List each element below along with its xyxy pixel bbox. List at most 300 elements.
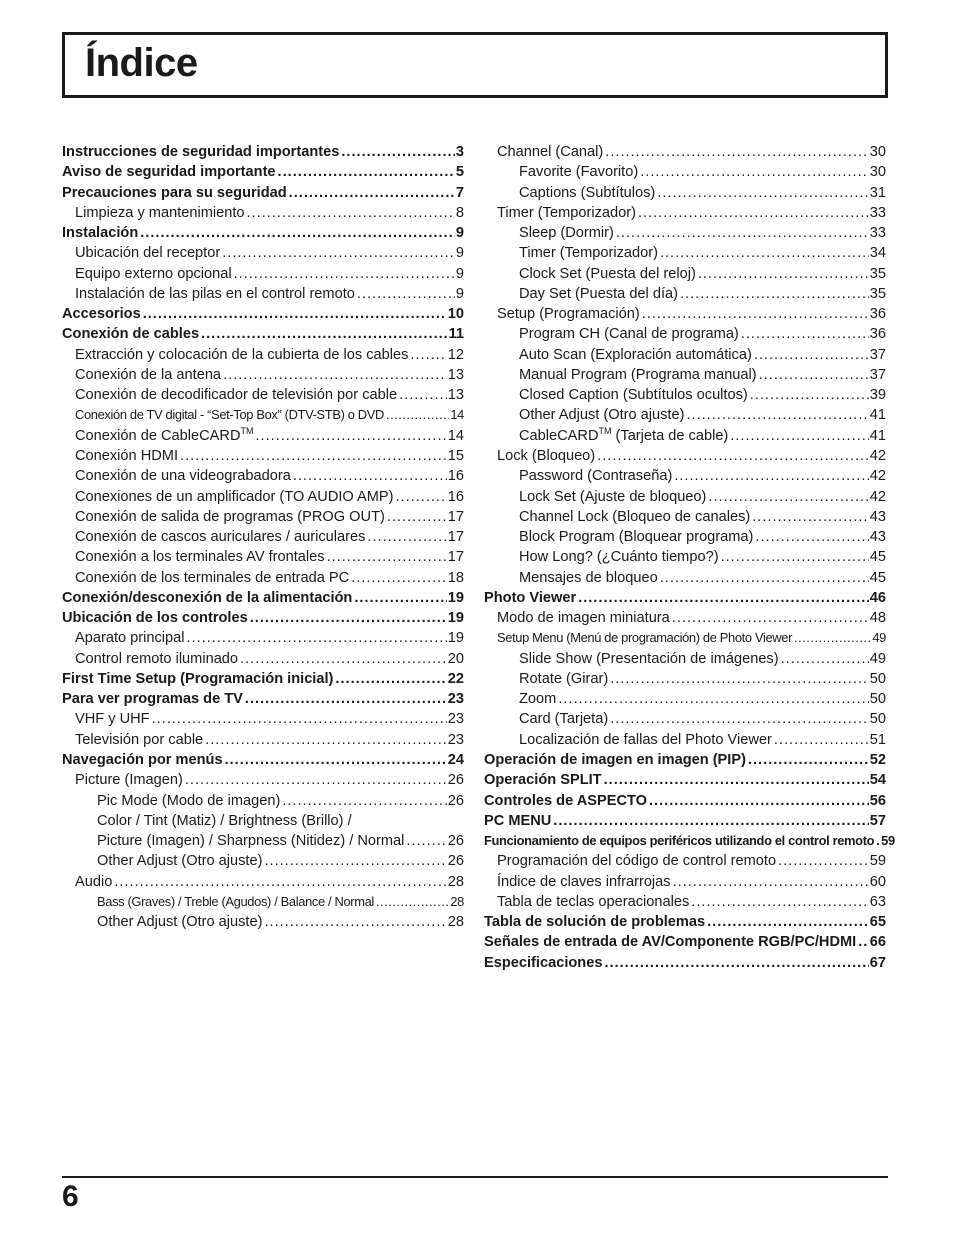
toc-dot-leader	[614, 223, 869, 243]
toc-entry[interactable]	[484, 628, 886, 648]
toc-entry-page: 17	[447, 549, 464, 566]
toc-entry[interactable]	[62, 183, 464, 203]
toc-entry-title: Channel (Canal)	[497, 144, 604, 160]
toc-entry-title: Conexión de la antena	[75, 366, 222, 383]
toc-dot-leader	[602, 770, 869, 790]
toc-entry-page: 16	[447, 488, 464, 505]
toc-dot-leader	[684, 405, 868, 425]
toc-entry-title: Favorite (Favorito)	[519, 164, 639, 181]
toc-dot-leader	[638, 162, 869, 182]
toc-entry[interactable]	[484, 162, 886, 182]
toc-entry-title: Pic Mode (Modo de imagen)	[97, 792, 281, 809]
page-title: Índice	[85, 41, 198, 85]
toc-entry[interactable]	[62, 811, 464, 831]
toc-entry-page: 3	[455, 144, 464, 160]
toc-entry-page: 59	[869, 853, 886, 870]
toc-dot-leader	[325, 547, 447, 567]
toc-entry-title: Instalación de las pilas en el control remoto	[75, 285, 355, 302]
toc-dot-leader	[178, 446, 447, 466]
toc-entry-page: 43	[869, 508, 886, 525]
toc-entry-title: Other Adjust (Otro ajuste)	[519, 407, 685, 424]
toc-dot-leader	[220, 243, 455, 263]
toc-entry[interactable]	[484, 203, 886, 223]
toc-dot-leader	[349, 568, 447, 588]
toc-entry[interactable]	[484, 405, 886, 425]
toc-entry[interactable]	[484, 689, 886, 709]
toc-entry-page: 23	[447, 691, 464, 708]
toc-entry-page: 56	[869, 792, 886, 809]
toc-entry-title: Extracción y colocación de la cubierta de los cables	[75, 346, 409, 363]
toc-entry-title: Limpieza y mantenimiento	[75, 204, 245, 221]
toc-entry-title: Funcionamiento de equipos periféricos utilizando el control remoto	[484, 833, 875, 849]
toc-entry-page: 26	[447, 853, 464, 870]
toc-left-column	[62, 142, 464, 932]
toc-dot-leader	[243, 689, 447, 709]
toc-entry[interactable]	[62, 203, 464, 223]
toc-dot-leader	[404, 831, 446, 851]
toc-entry-page: 23	[447, 711, 464, 728]
toc-entry-page: 28	[447, 914, 464, 931]
toc-entry[interactable]	[62, 851, 464, 871]
toc-dot-leader	[672, 466, 868, 486]
toc-entry[interactable]	[484, 223, 886, 243]
toc-entry[interactable]	[62, 912, 464, 932]
toc-dot-leader	[291, 466, 447, 486]
toc-entry[interactable]	[484, 527, 886, 547]
toc-dot-leader	[262, 851, 446, 871]
toc-entry-title: Channel Lock (Bloqueo de canales)	[519, 508, 751, 525]
toc-entry-page: 9	[455, 225, 464, 242]
toc-entry[interactable]	[484, 304, 886, 324]
toc-entry[interactable]	[484, 365, 886, 385]
toc-entry[interactable]	[62, 608, 464, 628]
toc-entry-title: VHF y UHF	[75, 711, 150, 728]
toc-entry-page: 41	[869, 407, 886, 424]
toc-entry-title: Auto Scan (Exploración automática)	[519, 346, 752, 363]
toc-entry[interactable]	[62, 304, 464, 324]
toc-entry[interactable]	[484, 791, 886, 811]
toc-entry-title: Captions (Subtítulos)	[519, 184, 656, 201]
toc-entry[interactable]	[484, 243, 886, 263]
toc-entry-title: Conexión de TV digital - “Set-Top Box” (DTV-STB) o DVD	[75, 407, 384, 423]
toc-right-column	[484, 142, 895, 973]
toc-entry-title: CableCARD™ (Tarjeta de cable)	[519, 425, 729, 444]
toc-dot-leader	[333, 669, 446, 689]
toc-dot-leader	[776, 851, 869, 871]
toc-dot-leader	[753, 527, 868, 547]
toc-entry[interactable]	[62, 223, 464, 243]
toc-entry-title: Conexión de CableCARD™	[75, 425, 254, 444]
toc-dot-leader	[779, 649, 869, 669]
toc-dot-leader	[792, 628, 871, 648]
toc-entry-page: 37	[869, 346, 886, 363]
toc-entry-title: Conexión de salida de programas (PROG OUT)	[75, 508, 385, 525]
toc-entry-title: Slide Show (Presentación de imágenes)	[519, 650, 779, 667]
toc-entry-page: 13	[447, 387, 464, 404]
toc-entry-page: 50	[869, 711, 886, 728]
toc-dot-leader	[355, 284, 455, 304]
toc-dot-leader	[374, 892, 449, 912]
toc-entry[interactable]	[62, 791, 464, 811]
toc-entry[interactable]	[62, 649, 464, 669]
toc-entry-title: Especificaciones	[484, 954, 603, 971]
toc-dot-leader	[772, 730, 869, 750]
toc-entry-page: 54	[869, 772, 886, 789]
toc-entry-title: Conexión de cables	[62, 326, 200, 343]
toc-entry[interactable]	[62, 142, 464, 162]
toc-dot-leader	[856, 932, 869, 952]
toc-entry-page: 19	[447, 630, 464, 647]
toc-entry-title: Aparato principal	[75, 630, 185, 647]
toc-entry-page: 51	[869, 731, 886, 748]
toc-entry[interactable]	[62, 162, 464, 182]
toc-entry-title: Closed Caption (Subtítulos ocultos)	[519, 387, 748, 404]
toc-entry-page: 36	[869, 326, 886, 343]
toc-dot-leader	[248, 608, 447, 628]
toc-entry[interactable]	[62, 547, 464, 567]
toc-entry[interactable]	[484, 385, 886, 405]
toc-entry[interactable]	[484, 932, 886, 952]
toc-entry[interactable]	[484, 142, 886, 162]
toc-entry-title: Índice de claves infrarrojas	[497, 873, 671, 890]
toc-entry[interactable]	[484, 446, 886, 466]
toc-entry[interactable]	[62, 446, 464, 466]
toc-entry-page: 36	[869, 306, 886, 323]
toc-entry-page: 26	[447, 792, 464, 809]
toc-entry[interactable]	[484, 953, 886, 973]
toc-entry-title: Aviso de seguridad importante	[62, 164, 276, 181]
page-number: 6	[62, 1180, 79, 1213]
toc-dot-leader	[640, 304, 869, 324]
toc-dot-leader	[658, 243, 869, 263]
toc-entry-page: 26	[447, 833, 464, 850]
toc-entry-title: Televisión por cable	[75, 731, 204, 748]
toc-entry-page: 18	[447, 569, 464, 586]
toc-entry[interactable]	[484, 831, 895, 851]
toc-entry[interactable]	[484, 264, 886, 284]
toc-entry[interactable]	[484, 709, 886, 729]
toc-entry[interactable]	[484, 811, 886, 831]
toc-dot-leader	[287, 183, 455, 203]
toc-entry-title: Operación SPLIT	[484, 772, 602, 789]
toc-dot-leader	[671, 872, 869, 892]
toc-dot-leader	[705, 912, 869, 932]
toc-entry-page: 57	[869, 812, 886, 829]
toc-dot-leader	[112, 872, 446, 892]
toc-entry[interactable]	[62, 345, 464, 365]
toc-entry-title: Navegación por menús	[62, 751, 223, 768]
toc-dot-leader	[655, 183, 868, 203]
toc-entry-page: 66	[869, 934, 886, 951]
toc-entry[interactable]	[484, 284, 886, 304]
toc-dot-leader	[748, 385, 869, 405]
toc-entry[interactable]	[62, 466, 464, 486]
toc-entry-page: 42	[869, 468, 886, 485]
toc-dot-leader	[739, 324, 869, 344]
toc-dot-leader	[232, 264, 455, 284]
toc-entry-title: Control remoto iluminado	[75, 650, 239, 667]
toc-entry-page: 49	[869, 650, 886, 667]
toc-dot-leader	[185, 628, 447, 648]
toc-entry[interactable]	[484, 426, 886, 446]
toc-entry-title: Controles de ASPECTO	[484, 792, 647, 809]
toc-entry-page: 22	[447, 670, 464, 687]
toc-dot-leader	[670, 608, 869, 628]
toc-entry-title: Programación del código de control remoto	[497, 853, 777, 870]
toc-entry-title: Tabla de solución de problemas	[484, 914, 706, 931]
toc-entry-title: Accesorios	[62, 306, 141, 323]
toc-dot-leader	[394, 487, 447, 507]
toc-dot-leader	[706, 487, 868, 507]
toc-entry-page: 33	[869, 204, 886, 221]
toc-entry[interactable]	[62, 709, 464, 729]
toc-entry-title: Sleep (Dormir)	[519, 225, 614, 242]
toc-entry-title: Conexión de cascos auriculares / auriculares	[75, 529, 366, 546]
toc-entry-title: Señales de entrada de AV/Componente RGB/PC/HDMI	[484, 934, 857, 951]
toc-dot-leader	[750, 507, 869, 527]
toc-entry-title: Conexión de decodificador de televisión por cable	[75, 387, 398, 404]
toc-entry-page: 59	[881, 833, 895, 849]
toc-entry[interactable]	[62, 750, 464, 770]
toc-entry[interactable]	[62, 568, 464, 588]
toc-entry[interactable]	[62, 243, 464, 263]
toc-entry[interactable]	[62, 365, 464, 385]
toc-entry[interactable]	[484, 750, 886, 770]
toc-entry-page: 13	[447, 366, 464, 383]
toc-dot-leader	[276, 162, 455, 182]
toc-entry-title: Day Set (Puesta del día)	[519, 285, 678, 302]
toc-entry-title: Para ver programas de TV	[62, 691, 243, 708]
toc-entry-title: Localización de fallas del Photo Viewer	[519, 731, 772, 748]
toc-entry-page: 28	[450, 893, 464, 909]
toc-entry-title: PC MENU	[484, 812, 552, 829]
toc-entry-page: 37	[869, 366, 886, 383]
toc-entry-title: Audio	[75, 873, 113, 890]
toc-dot-leader	[339, 142, 455, 162]
toc-dot-leader	[408, 345, 446, 365]
toc-entry[interactable]	[484, 649, 886, 669]
toc-dot-leader	[199, 324, 448, 344]
toc-entry-title: Manual Program (Programa manual)	[519, 366, 757, 383]
toc-entry-page: 20	[447, 650, 464, 667]
toc-dot-leader	[757, 365, 869, 385]
toc-entry[interactable]	[484, 912, 886, 932]
toc-dot-leader	[689, 892, 868, 912]
toc-dot-leader	[728, 426, 868, 446]
toc-entry[interactable]	[484, 183, 886, 203]
toc-entry-title: Precauciones para su seguridad	[62, 184, 287, 201]
toc-entry[interactable]	[484, 872, 886, 892]
toc-entry[interactable]	[484, 507, 886, 527]
toc-entry-title: Mensajes de bloqueo	[519, 569, 658, 586]
toc-dot-leader	[223, 750, 447, 770]
toc-entry-title: Rotate (Girar)	[519, 670, 609, 687]
toc-entry[interactable]	[62, 284, 464, 304]
toc-dot-leader	[746, 750, 869, 770]
toc-entry-page: 46	[869, 589, 886, 606]
toc-entry[interactable]	[484, 770, 886, 790]
toc-dot-leader	[385, 507, 447, 527]
toc-entry-page: 31	[869, 184, 886, 201]
toc-entry[interactable]	[62, 385, 464, 405]
toc-dot-leader	[221, 365, 447, 385]
toc-entry-title: Instrucciones de seguridad importantes	[62, 144, 340, 160]
toc-entry[interactable]	[62, 487, 464, 507]
toc-entry[interactable]	[484, 345, 886, 365]
toc-dot-leader	[658, 568, 869, 588]
toc-entry[interactable]	[62, 730, 464, 750]
toc-dot-leader	[576, 588, 869, 608]
toc-entry-title: Lock (Bloqueo)	[497, 447, 596, 464]
toc-entry-title: Photo Viewer	[484, 589, 577, 606]
toc-entry-page: 42	[869, 488, 886, 505]
toc-entry-page: 10	[447, 306, 464, 323]
toc-entry[interactable]	[62, 426, 464, 446]
toc-entry-title: Conexión a los terminales AV frontales	[75, 549, 325, 566]
toc-dot-leader	[647, 791, 869, 811]
toc-entry-page: 19	[447, 589, 464, 606]
toc-entry-page: 67	[869, 954, 886, 971]
toc-entry-title: Equipo externo opcional	[75, 265, 232, 282]
toc-entry-title: Conexión de los terminales de entrada PC	[75, 569, 350, 586]
toc-dot-leader	[636, 203, 869, 223]
toc-dot-leader	[595, 446, 869, 466]
toc-entry-page: 34	[869, 245, 886, 262]
toc-entry[interactable]	[62, 770, 464, 790]
toc-entry[interactable]	[62, 405, 464, 425]
toc-entry-page: 14	[447, 427, 464, 444]
toc-dot-leader	[696, 264, 869, 284]
toc-dot-leader	[138, 223, 455, 243]
toc-entry-title: Setup (Programación)	[497, 306, 640, 323]
toc-dot-leader	[608, 669, 869, 689]
toc-dot-leader	[141, 304, 447, 324]
toc-entry-title: Timer (Temporizador)	[497, 204, 636, 221]
toc-dot-leader	[397, 385, 447, 405]
toc-entry[interactable]	[484, 568, 886, 588]
toc-entry-page: 7	[455, 184, 464, 201]
toc-entry-title: Picture (Imagen) / Sharpness (Nitidez) / Normal	[97, 833, 405, 850]
toc-entry-page: 12	[447, 346, 464, 363]
toc-entry[interactable]	[62, 507, 464, 527]
toc-entry-title: Timer (Temporizador)	[519, 245, 658, 262]
toc-entry-title: Other Adjust (Otro ajuste)	[97, 853, 263, 870]
toc-dot-leader	[245, 203, 455, 223]
toc-entry-page: 9	[455, 285, 464, 302]
toc-entry-title: Ubicación del receptor	[75, 245, 221, 262]
toc-entry-title: Ubicación de los controles	[62, 610, 248, 627]
toc-entry[interactable]	[484, 324, 886, 344]
toc-entry-title: Other Adjust (Otro ajuste)	[97, 914, 263, 931]
toc-entry-page: 60	[869, 873, 886, 890]
toc-entry[interactable]	[62, 831, 464, 851]
toc-entry-page: 49	[872, 630, 886, 646]
footer-rule	[62, 1176, 888, 1178]
toc-entry-title: Conexiones de un amplificador (TO AUDIO AMP)	[75, 488, 394, 505]
toc-entry[interactable]	[484, 851, 886, 871]
toc-dot-leader	[352, 588, 446, 608]
toc-entry[interactable]	[484, 466, 886, 486]
toc-dot-leader	[752, 345, 869, 365]
toc-entry[interactable]	[484, 547, 886, 567]
toc-entry-title: First Time Setup (Programación inicial)	[62, 670, 334, 687]
toc-entry-page: 19	[447, 610, 464, 627]
toc-entry[interactable]	[484, 669, 886, 689]
toc-entry[interactable]	[62, 892, 464, 912]
toc-entry-title: Conexión/desconexión de la alimentación	[62, 589, 353, 606]
toc-entry-page: 50	[869, 670, 886, 687]
toc-entry-title: Conexión HDMI	[75, 447, 179, 464]
toc-entry[interactable]	[62, 628, 464, 648]
title-box	[62, 32, 888, 98]
toc-dot-leader	[551, 811, 868, 831]
toc-entry-page: 50	[869, 691, 886, 708]
toc-dot-leader	[602, 953, 868, 973]
toc-dot-leader	[203, 730, 447, 750]
toc-entry-title: Tabla de teclas operacionales	[497, 893, 690, 910]
toc-entry-title: Conexión de una videograbadora	[75, 468, 291, 485]
toc-entry-page: 8	[455, 204, 464, 221]
toc-entry-title: Card (Tarjeta)	[519, 711, 609, 728]
toc-entry[interactable]	[484, 608, 886, 628]
toc-entry-title: Bass (Graves) / Treble (Agudos) / Balance / Normal	[97, 893, 374, 909]
toc-entry-page: 26	[447, 772, 464, 789]
toc-entry[interactable]	[62, 264, 464, 284]
toc-entry-page: 33	[869, 225, 886, 242]
toc-dot-leader	[253, 426, 446, 446]
toc-entry-title: Clock Set (Puesta del reloj)	[519, 265, 696, 282]
toc-entry-page: 48	[869, 610, 886, 627]
toc-entry-page: 16	[447, 468, 464, 485]
toc-entry-page: 30	[869, 164, 886, 181]
toc-entry[interactable]	[62, 669, 464, 689]
toc-entry-title: Operación de imagen en imagen (PIP)	[484, 751, 746, 768]
toc-dot-leader	[608, 709, 869, 729]
toc-entry[interactable]	[62, 324, 464, 344]
toc-entry-page: 63	[869, 893, 886, 910]
toc-entry-page: 43	[869, 529, 886, 546]
toc-entry-page: 5	[455, 164, 464, 181]
toc-entry[interactable]	[484, 588, 886, 608]
toc-entry-title: Color / Tint (Matiz) / Brightness (Brillo) /	[97, 812, 352, 829]
toc-entry-title: Setup Menu (Menú de programación) de Photo Viewer	[497, 630, 793, 646]
toc-dot-leader	[238, 649, 447, 669]
toc-dot-leader	[603, 142, 868, 162]
toc-entry-page: 35	[869, 265, 886, 282]
toc-entry[interactable]	[62, 689, 464, 709]
toc-dot-leader	[365, 527, 446, 547]
toc-entry[interactable]	[62, 872, 464, 892]
toc-entry[interactable]	[484, 487, 886, 507]
toc-entry-page: 45	[869, 569, 886, 586]
toc-entry-title: Picture (Imagen)	[75, 772, 183, 789]
toc-dot-leader	[678, 284, 869, 304]
toc-entry-page: 42	[869, 447, 886, 464]
toc-entry-title: Zoom	[519, 691, 557, 708]
toc-entry[interactable]	[484, 892, 886, 912]
toc-dot-leader	[262, 912, 446, 932]
toc-entry-page: 45	[869, 549, 886, 566]
toc-entry[interactable]	[62, 527, 464, 547]
toc-dot-leader	[719, 547, 869, 567]
toc-entry[interactable]	[62, 588, 464, 608]
toc-entry-title: How Long? (¿Cuánto tiempo?)	[519, 549, 719, 566]
toc-entry-page: 39	[869, 387, 886, 404]
toc-entry-page: 52	[869, 751, 886, 768]
toc-entry[interactable]	[484, 730, 886, 750]
toc-entry-page: 23	[447, 731, 464, 748]
toc-entry-title: Instalación	[62, 225, 139, 242]
